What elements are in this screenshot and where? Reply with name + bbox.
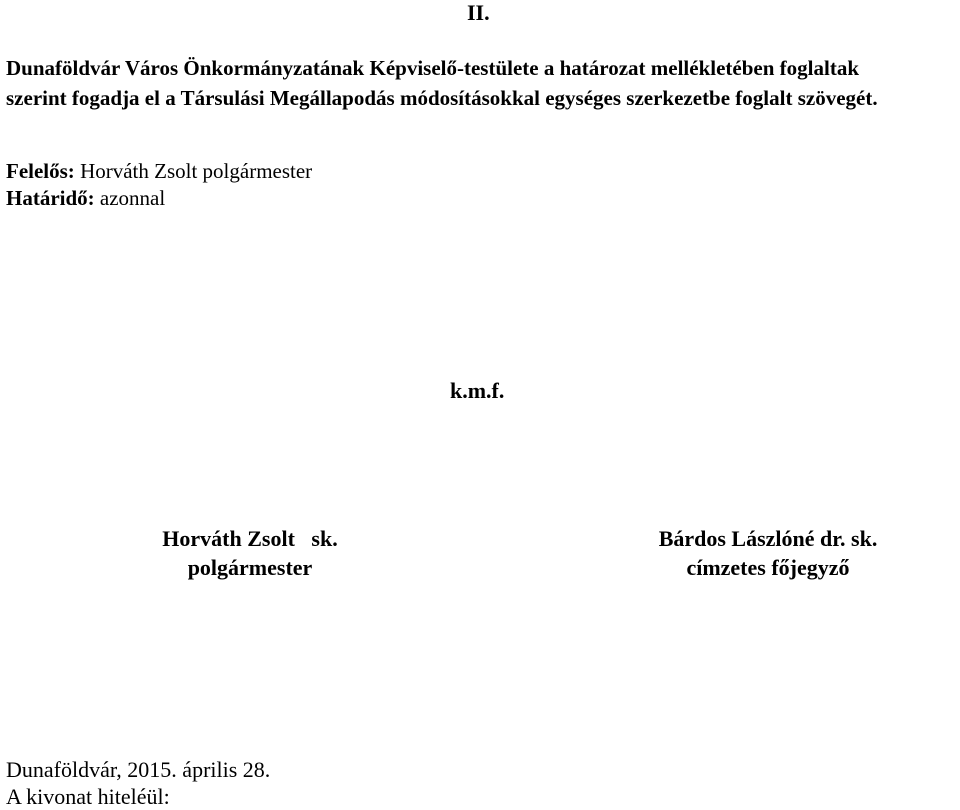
responsible-label: Felelős: <box>6 159 75 183</box>
signature-notary <box>628 524 908 582</box>
signature-notary-name: Bárdos Lászlóné dr. sk. <box>658 526 878 551</box>
attestation-label: A kivonat hiteléül: <box>6 784 170 809</box>
signature-mayor-title: polgármester <box>187 555 313 580</box>
deadline-line <box>6 185 165 212</box>
responsible-line <box>6 158 312 185</box>
section-number: II. <box>467 0 490 25</box>
responsible-value: Horváth Zsolt polgármester <box>74 159 313 183</box>
deadline-value: azonnal <box>94 186 166 210</box>
kmf-mark: k.m.f. <box>450 378 505 403</box>
deadline-label: Határidő: <box>6 186 95 210</box>
place-date: Dunaföldvár, 2015. április 28. <box>6 757 271 782</box>
signature-notary-title: címzetes főjegyző <box>686 555 850 580</box>
signature-mayor-name: Horváth Zsolt sk. <box>162 526 338 551</box>
signature-mayor <box>130 524 370 582</box>
resolution-line-2: szerint fogadja el a Társulási Megállapodás módosításokkal egységes szerkezetbe foglalt szövegét. <box>6 86 878 110</box>
resolution-line-1: Dunaföldvár Város Önkormányzatának Képviselő-testülete a határozat mellékletében foglaltak <box>6 56 859 80</box>
resolution-text <box>6 53 956 113</box>
